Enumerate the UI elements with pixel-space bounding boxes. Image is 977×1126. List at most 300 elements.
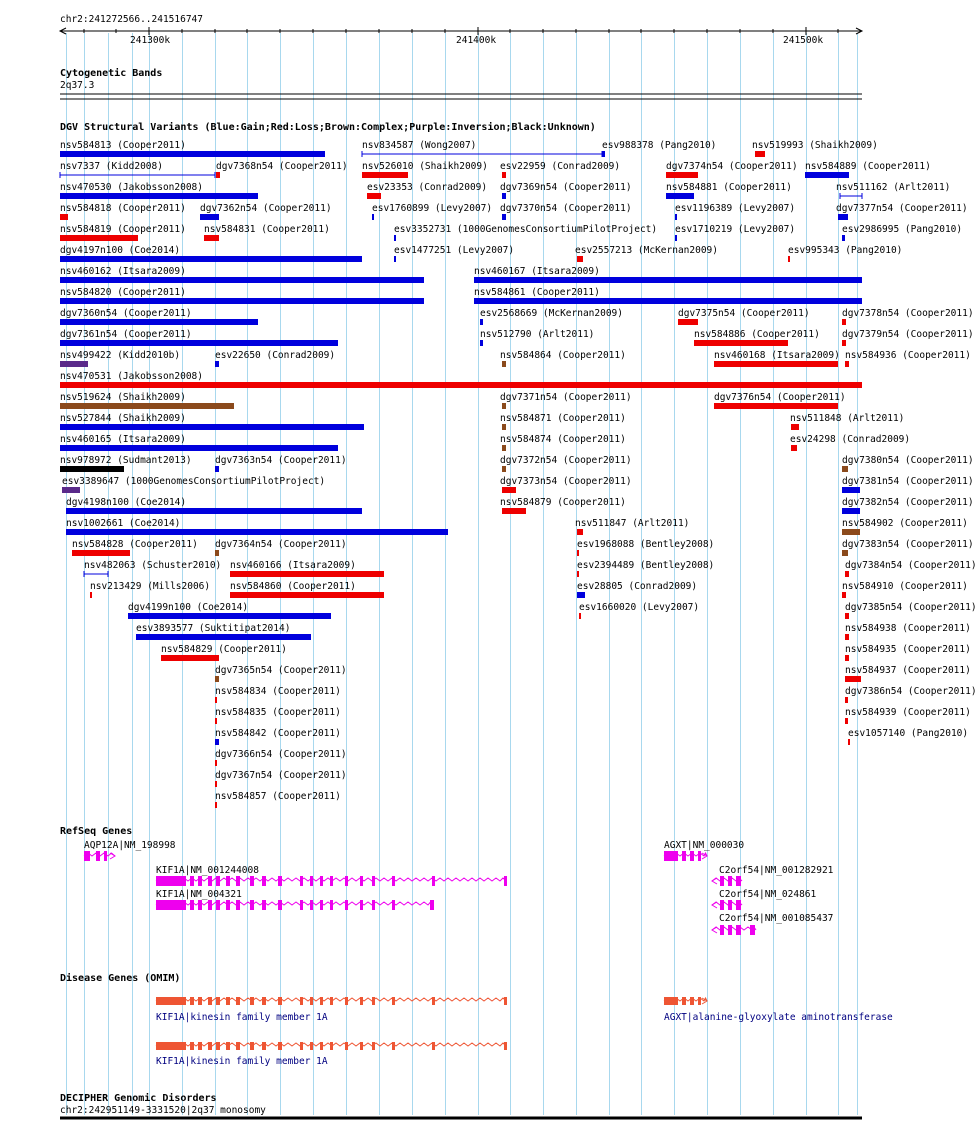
exon-block	[156, 1042, 186, 1050]
decipher-track-title[interactable]: DECIPHER Genomic Disorders	[60, 1093, 217, 1104]
exon-block	[226, 900, 230, 910]
gene-model	[712, 876, 742, 886]
variant-bar[interactable]	[60, 340, 338, 346]
variant-bar[interactable]	[60, 214, 68, 220]
variant-label[interactable]: nsv460167 (Itsara2009)	[474, 266, 600, 277]
decipher-region-label[interactable]: chr2:242951149-3331520|2q37 monosomy	[60, 1105, 266, 1116]
dgv-track-title[interactable]: DGV Structural Variants (Blue:Gain;Red:Loss;Brown:Complex;Purple:Inversion;Black:Unknown)	[60, 122, 596, 133]
variant-bar[interactable]	[678, 319, 698, 325]
exon-block	[345, 900, 348, 910]
variant-bar[interactable]	[791, 424, 799, 430]
variant-bar[interactable]	[215, 760, 217, 766]
variant-bar[interactable]	[60, 382, 862, 388]
variant-label[interactable]: esv1196389 (Levy2007)	[675, 203, 796, 214]
variant-label[interactable]: esv22959 (Conrad2009)	[500, 161, 621, 172]
exon-block	[226, 876, 230, 886]
variant-label[interactable]: dgv7369n54 (Cooper2011)	[500, 182, 632, 193]
variant-bar[interactable]	[60, 403, 234, 409]
exon-block	[432, 997, 435, 1005]
variant-bar[interactable]	[502, 403, 506, 409]
variant-bar[interactable]	[204, 235, 219, 241]
variant-bar[interactable]	[675, 214, 677, 220]
exon-block	[198, 1042, 202, 1050]
variant-bar[interactable]	[845, 676, 861, 682]
exon-block	[310, 997, 313, 1005]
variant-bar[interactable]	[502, 424, 506, 430]
exon-block	[216, 876, 220, 886]
variant-bar[interactable]	[62, 487, 80, 493]
exon-block	[690, 851, 694, 861]
variant-bar[interactable]	[362, 172, 408, 178]
variant-label[interactable]: dgv7381n54 (Cooper2011)	[842, 476, 974, 487]
variant-label[interactable]: dgv7363n54 (Cooper2011)	[215, 455, 347, 466]
omim-gene-label[interactable]: KIF1A|kinesin family member 1A	[156, 1012, 328, 1023]
variant-bar[interactable]	[502, 508, 526, 514]
variant-bar[interactable]	[474, 277, 862, 283]
variant-label[interactable]: esv1968088 (Bentley2008)	[577, 539, 715, 550]
exon-block	[345, 876, 348, 886]
variant-bar[interactable]	[215, 697, 217, 703]
variant-bar[interactable]	[805, 172, 849, 178]
variant-label[interactable]: nsv1002661 (Coe2014)	[66, 518, 181, 529]
variant-bar[interactable]	[845, 718, 848, 724]
variant-label[interactable]: dgv7360n54 (Cooper2011)	[60, 308, 192, 319]
variant-bar[interactable]	[200, 214, 219, 220]
variant-label[interactable]: nsv499422 (Kidd2010b)	[60, 350, 181, 361]
variant-bar[interactable]	[842, 466, 848, 472]
exon-block	[682, 851, 686, 861]
variant-label[interactable]: nsv584937 (Cooper2011)	[845, 665, 971, 676]
variant-label[interactable]: nsv584828 (Cooper2011)	[72, 539, 198, 550]
gene-label[interactable]: KIF1A|NM_001244008	[156, 865, 259, 876]
variant-label[interactable]: nsv526010 (Shaikh2009)	[362, 161, 488, 172]
variant-bar[interactable]	[675, 235, 677, 241]
variant-bar[interactable]	[694, 340, 788, 346]
exon-block	[216, 997, 220, 1005]
exon-block	[250, 876, 254, 886]
variant-bar[interactable]	[215, 718, 217, 724]
variant-label[interactable]: nsv7337 (Kidd2008)	[60, 161, 163, 172]
exon-block	[372, 876, 375, 886]
variant-label[interactable]: nsv584857 (Cooper2011)	[215, 791, 341, 802]
variant-label[interactable]: dgv7380n54 (Cooper2011)	[842, 455, 974, 466]
exon-block	[156, 997, 186, 1005]
variant-label[interactable]: nsv584874 (Cooper2011)	[500, 434, 626, 445]
gene-label[interactable]: AGXT|NM_000030	[664, 840, 745, 851]
variant-bar[interactable]	[842, 508, 860, 514]
exon-block	[300, 997, 303, 1005]
variant-label[interactable]: dgv7378n54 (Cooper2011)	[842, 308, 974, 319]
variant-bar[interactable]	[842, 235, 845, 241]
variant-label[interactable]: dgv7366n54 (Cooper2011)	[215, 749, 347, 760]
variant-bar[interactable]	[60, 277, 424, 283]
variant-bar[interactable]	[215, 739, 219, 745]
exon-block	[208, 997, 212, 1005]
variant-bar[interactable]	[577, 571, 579, 577]
exon-block	[104, 851, 107, 861]
locus-label: chr2:241272566..241516747	[60, 14, 203, 25]
variant-bar[interactable]	[845, 697, 848, 703]
variant-label[interactable]: dgv7385n54 (Cooper2011)	[845, 602, 977, 613]
variant-bar[interactable]	[480, 340, 483, 346]
variant-label[interactable]: dgv7372n54 (Cooper2011)	[500, 455, 632, 466]
variant-bar[interactable]	[502, 445, 506, 451]
exon-block	[156, 876, 186, 886]
variant-bar[interactable]	[714, 403, 838, 409]
variant-label[interactable]: esv988378 (Pang2010)	[602, 140, 717, 151]
variant-label[interactable]: dgv7365n54 (Cooper2011)	[215, 665, 347, 676]
gene-model	[712, 925, 756, 935]
variant-bar[interactable]	[372, 214, 374, 220]
omim-gene-label[interactable]: AGXT|alanine-glyoxylate aminotransferase	[664, 1012, 893, 1023]
exon-block	[156, 900, 186, 910]
variant-label[interactable]: nsv511848 (Arlt2011)	[790, 413, 905, 424]
ruler-tick-label: 241300k	[130, 35, 171, 46]
variant-bar[interactable]	[502, 214, 506, 220]
exon-block	[216, 900, 220, 910]
exon-block	[360, 997, 363, 1005]
exon-block	[728, 876, 732, 886]
variant-bar[interactable]	[577, 592, 585, 598]
gene-label[interactable]: C2orf54|NM_001085437	[719, 913, 834, 924]
exon-block	[698, 851, 701, 861]
variant-bar[interactable]	[60, 235, 138, 241]
exon-block	[190, 900, 194, 910]
variant-bar[interactable]	[72, 550, 130, 556]
variant-label[interactable]: esv1057140 (Pang2010)	[848, 728, 969, 739]
variant-bar[interactable]	[842, 319, 846, 325]
exon-block	[372, 997, 375, 1005]
variant-label[interactable]: esv3389647 (1000GenomesConsortiumPilotProject)	[62, 476, 326, 487]
variant-label[interactable]: dgv7368n54 (Cooper2011)	[216, 161, 348, 172]
variant-bar[interactable]	[215, 361, 219, 367]
variant-bar[interactable]	[60, 298, 424, 304]
variant-label[interactable]: nsv519993 (Shaikh2009)	[752, 140, 878, 151]
variant-label[interactable]: nsv584842 (Cooper2011)	[215, 728, 341, 739]
variant-label[interactable]: dgv4198n100 (Coe2014)	[66, 497, 187, 508]
variant-bar[interactable]	[474, 298, 862, 304]
variant-label[interactable]: dgv7374n54 (Cooper2011)	[666, 161, 798, 172]
exon-block	[504, 997, 507, 1005]
exon-block	[330, 900, 333, 910]
ruler-tick-label: 241500k	[783, 35, 824, 46]
variant-bar[interactable]	[842, 529, 860, 535]
variant-label[interactable]: dgv7383n54 (Cooper2011)	[842, 539, 974, 550]
gene-label[interactable]: KIF1A|NM_004321	[156, 889, 242, 900]
exon-block	[84, 851, 90, 861]
variant-bar[interactable]	[577, 529, 583, 535]
variant-bar[interactable]	[60, 151, 325, 157]
variant-label[interactable]: nsv584820 (Cooper2011)	[60, 287, 186, 298]
exon-block	[198, 876, 202, 886]
variant-label[interactable]: esv2394489 (Bentley2008)	[577, 560, 715, 571]
exon-block	[320, 876, 323, 886]
refseq-track-title[interactable]: RefSeq Genes	[60, 826, 133, 837]
variant-label[interactable]: nsv460168 (Itsara2009)	[714, 350, 840, 361]
exon-block	[430, 900, 434, 910]
exon-block	[300, 876, 303, 886]
variant-label[interactable]: dgv7364n54 (Cooper2011)	[215, 539, 347, 550]
variant-label[interactable]: nsv470530 (Jakobsson2008)	[60, 182, 203, 193]
exon-block	[392, 1042, 395, 1050]
variant-label[interactable]: nsv460166 (Itsara2009)	[230, 560, 356, 571]
gene-label[interactable]: AQP12A|NM_198998	[84, 840, 176, 851]
cytoband-track-title[interactable]: Cytogenetic Bands	[60, 68, 163, 79]
variant-bar[interactable]	[579, 613, 581, 619]
variant-label[interactable]: dgv4197n100 (Coe2014)	[60, 245, 181, 256]
variant-bar[interactable]	[845, 361, 849, 367]
exon-block	[226, 997, 230, 1005]
exon-block	[750, 925, 755, 935]
variant-bar[interactable]	[480, 319, 483, 325]
variant-bar[interactable]	[60, 424, 364, 430]
ruler-tick-label: 241400k	[456, 35, 497, 46]
variant-bar[interactable]	[845, 613, 849, 619]
variant-label[interactable]: dgv7375n54 (Cooper2011)	[678, 308, 810, 319]
variant-bar[interactable]	[755, 151, 765, 157]
intron-line	[712, 927, 756, 930]
variant-bar[interactable]	[502, 361, 506, 367]
variant-label[interactable]: esv2568669 (McKernan2009)	[480, 308, 623, 319]
variant-bar[interactable]	[845, 655, 849, 661]
variant-label[interactable]: nsv584889 (Cooper2011)	[805, 161, 931, 172]
exon-block	[208, 1042, 212, 1050]
exon-block	[208, 900, 212, 910]
variant-label[interactable]: nsv470531 (Jakobsson2008)	[60, 371, 203, 382]
variant-label[interactable]: nsv460162 (Itsara2009)	[60, 266, 186, 277]
exon-block	[262, 1042, 266, 1050]
variant-bar[interactable]	[502, 487, 516, 493]
omim-gene-model	[156, 997, 507, 1005]
variant-bar[interactable]	[60, 445, 338, 451]
gene-model	[156, 876, 507, 886]
variant-label[interactable]: esv2986995 (Pang2010)	[842, 224, 963, 235]
variant-label[interactable]: dgv7377n54 (Cooper2011)	[836, 203, 968, 214]
variant-label[interactable]: dgv7384n54 (Cooper2011)	[845, 560, 977, 571]
variant-bar[interactable]	[838, 214, 848, 220]
variant-bar[interactable]	[128, 613, 331, 619]
variant-bar[interactable]	[842, 340, 846, 346]
exon-block	[720, 900, 724, 910]
exon-block	[236, 1042, 240, 1050]
omim-gene-model	[664, 997, 707, 1005]
exon-block	[392, 997, 395, 1005]
exon-block	[345, 997, 348, 1005]
exon-block	[320, 997, 323, 1005]
exon-block	[392, 876, 395, 886]
exon-block	[432, 1042, 435, 1050]
exon-block	[320, 900, 323, 910]
variant-label[interactable]: esv22650 (Conrad2009)	[215, 350, 336, 361]
variant-bar[interactable]	[788, 256, 790, 262]
variant-label[interactable]: nsv584902 (Cooper2011)	[842, 518, 968, 529]
variant-bar[interactable]	[216, 172, 220, 178]
variant-bar[interactable]	[577, 550, 579, 556]
omim-track-title[interactable]: Disease Genes (OMIM)	[60, 973, 181, 984]
variant-label[interactable]: nsv584910 (Cooper2011)	[842, 581, 968, 592]
variant-bar[interactable]	[215, 781, 217, 787]
variant-label[interactable]: dgv7386n54 (Cooper2011)	[845, 686, 977, 697]
variant-label[interactable]: nsv213429 (Mills2006)	[90, 581, 211, 592]
variant-label[interactable]: dgv7371n54 (Cooper2011)	[500, 392, 632, 403]
omim-gene-label[interactable]: KIF1A|kinesin family member 1A	[156, 1056, 328, 1067]
variant-label[interactable]: nsv511162 (Arlt2011)	[836, 182, 951, 193]
variant-bar[interactable]	[161, 655, 219, 661]
variant-label[interactable]: nsv584835 (Cooper2011)	[215, 707, 341, 718]
exon-block	[736, 925, 741, 935]
variant-label[interactable]: dgv7376n54 (Cooper2011)	[714, 392, 846, 403]
variant-label[interactable]: dgv7362n54 (Cooper2011)	[200, 203, 332, 214]
variant-label[interactable]: esv28805 (Conrad2009)	[577, 581, 698, 592]
variant-label[interactable]: esv995343 (Pang2010)	[788, 245, 903, 256]
gene-label[interactable]: C2orf54|NM_001282921	[719, 865, 834, 876]
exon-block	[300, 1042, 303, 1050]
variant-label[interactable]: dgv7379n54 (Cooper2011)	[842, 329, 974, 340]
variant-label[interactable]: esv24298 (Conrad2009)	[790, 434, 911, 445]
variant-label[interactable]: nsv584831 (Cooper2011)	[204, 224, 330, 235]
variant-label[interactable]: nsv584819 (Cooper2011)	[60, 224, 186, 235]
variant-label[interactable]: esv1760899 (Levy2007)	[372, 203, 493, 214]
exon-block	[190, 1042, 194, 1050]
variant-label[interactable]: esv2557213 (McKernan2009)	[575, 245, 718, 256]
gene-model	[84, 851, 115, 861]
variant-label[interactable]: dgv7382n54 (Cooper2011)	[842, 497, 974, 508]
exon-block	[236, 900, 240, 910]
variant-label[interactable]: nsv460165 (Itsara2009)	[60, 434, 186, 445]
variant-bar[interactable]	[714, 361, 838, 367]
variant-label[interactable]: esv1710219 (Levy2007)	[675, 224, 796, 235]
variant-bar[interactable]	[215, 802, 217, 808]
variant-bar[interactable]	[842, 487, 860, 493]
variant-label[interactable]: nsv978972 (Sudmant2013)	[60, 455, 192, 466]
variant-bar[interactable]	[367, 193, 381, 199]
variant-label[interactable]: nsv584871 (Cooper2011)	[500, 413, 626, 424]
variant-label[interactable]: nsv834587 (Wong2007)	[362, 140, 477, 151]
variant-bar[interactable]	[845, 634, 849, 640]
variant-label[interactable]: nsv584939 (Cooper2011)	[845, 707, 971, 718]
variant-bar[interactable]	[791, 445, 797, 451]
variant-bar[interactable]	[60, 256, 362, 262]
exon-block	[728, 925, 732, 935]
variant-label[interactable]: dgv7370n54 (Cooper2011)	[500, 203, 632, 214]
variant-bar[interactable]	[90, 592, 92, 598]
variant-bar[interactable]	[60, 319, 258, 325]
exon-block	[736, 876, 741, 886]
variant-bar[interactable]	[502, 193, 506, 199]
variant-bar[interactable]	[602, 151, 605, 157]
exon-block	[262, 997, 266, 1005]
exon-block	[226, 1042, 230, 1050]
variant-label[interactable]: nsv519624 (Shaikh2009)	[60, 392, 186, 403]
variant-label[interactable]: dgv7367n54 (Cooper2011)	[215, 770, 347, 781]
variant-bar[interactable]	[502, 466, 506, 472]
variant-label[interactable]: esv1660020 (Levy2007)	[579, 602, 700, 613]
exon-block	[310, 1042, 313, 1050]
variant-label[interactable]: esv3352731 (1000GenomesConsortiumPilotProject)	[394, 224, 658, 235]
variant-bar[interactable]	[848, 739, 850, 745]
variant-label[interactable]: nsv584860 (Cooper2011)	[230, 581, 356, 592]
exon-block	[504, 1042, 507, 1050]
variant-label[interactable]: dgv4199n100 (Coe2014)	[128, 602, 249, 613]
variant-bar[interactable]	[666, 193, 694, 199]
gene-model	[156, 900, 434, 910]
variant-bar[interactable]	[842, 592, 846, 598]
variant-label[interactable]: dgv7361n54 (Cooper2011)	[60, 329, 192, 340]
variant-label[interactable]: nsv584881 (Cooper2011)	[666, 182, 792, 193]
variant-bar[interactable]	[215, 466, 219, 472]
variant-bar[interactable]	[136, 634, 311, 640]
exon-block	[190, 997, 194, 1005]
variant-label[interactable]: nsv527844 (Shaikh2009)	[60, 413, 186, 424]
variant-label[interactable]: nsv584879 (Cooper2011)	[500, 497, 626, 508]
variant-bar[interactable]	[60, 466, 124, 472]
variant-label[interactable]: esv23353 (Conrad2009)	[367, 182, 488, 193]
exon-block	[360, 876, 363, 886]
variant-bar[interactable]	[215, 676, 219, 682]
variant-bar[interactable]	[66, 508, 362, 514]
variant-label[interactable]: nsv584829 (Cooper2011)	[161, 644, 287, 655]
variant-label[interactable]: nsv511847 (Arlt2011)	[575, 518, 690, 529]
gene-model	[664, 851, 707, 861]
variant-label[interactable]: nsv482063 (Schuster2010)	[84, 560, 222, 571]
gene-label[interactable]: C2orf54|NM_024861	[719, 889, 817, 900]
exon-block	[310, 900, 313, 910]
variant-bar[interactable]	[60, 361, 88, 367]
intron-line	[156, 902, 433, 905]
exon-block	[360, 900, 363, 910]
variant-label[interactable]: nsv584864 (Cooper2011)	[500, 350, 626, 361]
exon-block	[330, 997, 333, 1005]
variant-label[interactable]: esv3893577 (Suktitipat2014)	[136, 623, 291, 634]
variant-label[interactable]: nsv512790 (Arlt2011)	[480, 329, 595, 340]
variant-bar[interactable]	[502, 172, 506, 178]
variant-bar[interactable]	[666, 172, 698, 178]
variant-bar[interactable]	[230, 571, 384, 577]
variant-label[interactable]: nsv584935 (Cooper2011)	[845, 644, 971, 655]
variant-label[interactable]: nsv584936 (Cooper2011)	[845, 350, 971, 361]
variant-bar[interactable]	[842, 550, 848, 556]
variant-bar[interactable]	[66, 529, 448, 535]
variant-label[interactable]: esv1477251 (Levy2007)	[394, 245, 515, 256]
exon-block	[216, 1042, 220, 1050]
exon-block	[250, 997, 254, 1005]
exon-block	[736, 900, 741, 910]
variant-bar[interactable]	[845, 571, 849, 577]
variant-label[interactable]: nsv584818 (Cooper2011)	[60, 203, 186, 214]
exon-block	[208, 876, 212, 886]
variant-label[interactable]: nsv584813 (Cooper2011)	[60, 140, 186, 151]
variant-label[interactable]: dgv7373n54 (Cooper2011)	[500, 476, 632, 487]
variant-bar[interactable]	[230, 592, 384, 598]
variant-label[interactable]: nsv584834 (Cooper2011)	[215, 686, 341, 697]
exon-block	[682, 997, 686, 1005]
exon-block	[198, 900, 202, 910]
variant-label[interactable]: nsv584861 (Cooper2011)	[474, 287, 600, 298]
variant-label[interactable]: nsv584938 (Cooper2011)	[845, 623, 971, 634]
variant-bar[interactable]	[577, 256, 583, 262]
position-ruler	[60, 27, 862, 35]
exon-block	[278, 1042, 282, 1050]
variant-bar[interactable]	[394, 256, 396, 262]
variant-bar[interactable]	[215, 550, 219, 556]
variant-bar[interactable]	[60, 193, 258, 199]
cytoband-label[interactable]: 2q37.3	[60, 80, 95, 91]
variant-label[interactable]: nsv584886 (Cooper2011)	[694, 329, 820, 340]
exon-block	[320, 1042, 323, 1050]
exon-block	[278, 997, 282, 1005]
exon-block	[250, 900, 254, 910]
variant-bar[interactable]	[394, 235, 396, 241]
